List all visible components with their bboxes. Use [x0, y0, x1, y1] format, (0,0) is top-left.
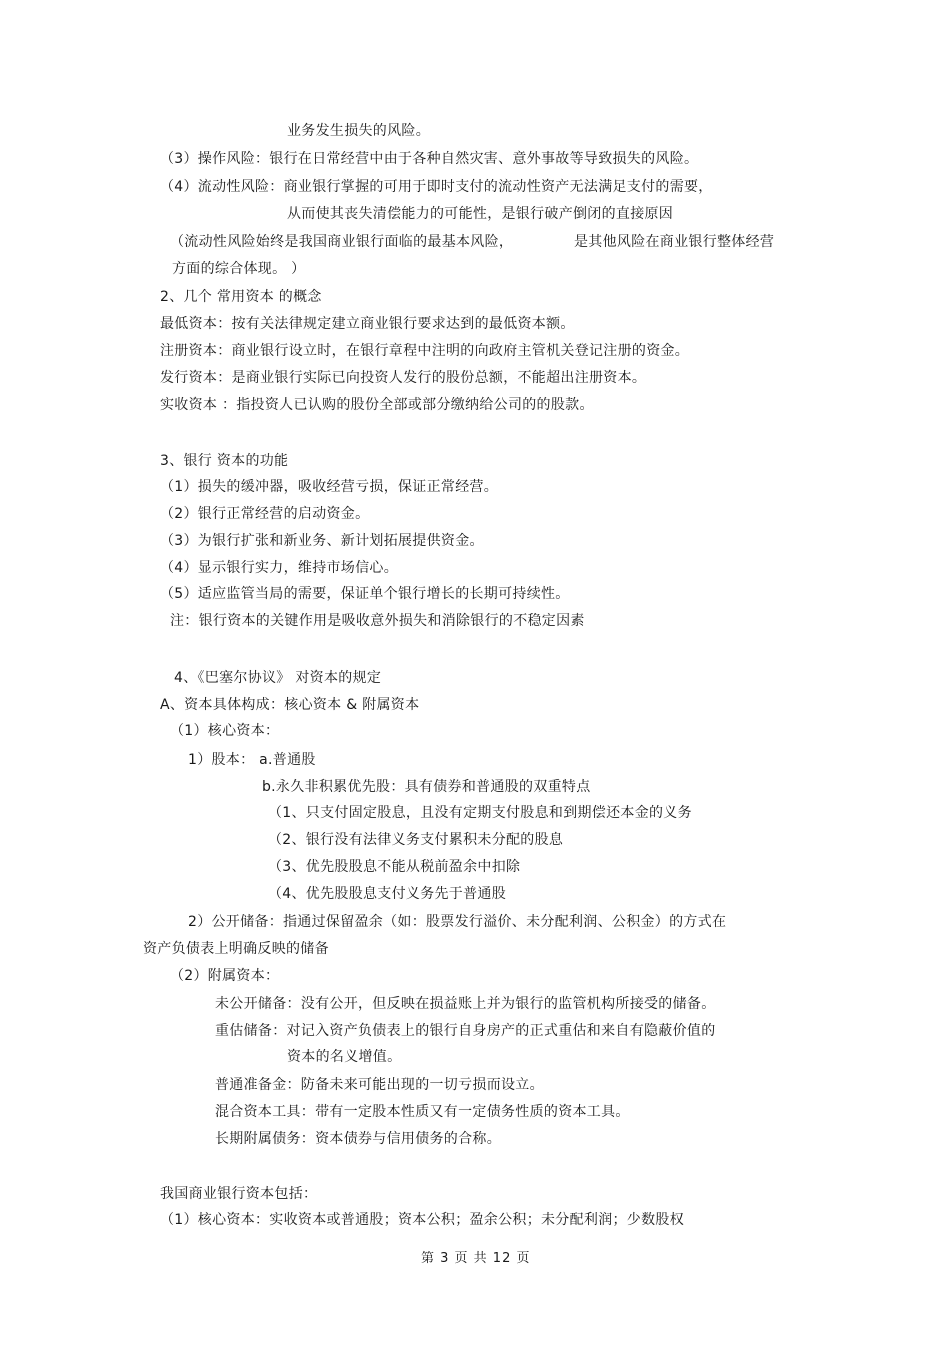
text-line: （3）操作风险：银行在日常经营中由于各种自然灾害、意外事故等导致损失的风险。 — [160, 151, 699, 167]
page-footer: 第 3 页 共 12 页 — [421, 1251, 531, 1266]
text-line: （1）损失的缓冲器，吸收经营亏损，保证正常经营。 — [160, 479, 499, 495]
text-line: 注册资本：商业银行设立时，在银行章程中注明的向政府主管机关登记注册的资金。 — [160, 343, 690, 359]
text-line: （4）流动性风险：商业银行掌握的可用于即时支付的流动性资产无法满足支付的需要， — [160, 179, 713, 195]
text-line: A、资本具体构成：核心资本 & 附属资本 — [160, 697, 420, 713]
text-line: 业务发生损失的风险。 — [287, 123, 430, 139]
text-line: （2、银行没有法律义务支付累积未分配的股息 — [268, 832, 564, 848]
text-line: 方面的综合体现。 ） — [172, 261, 306, 277]
text-line: 重估储备：对记入资产负债表上的银行自身房产的正式重估和来自有隐蔽价值的 — [215, 1023, 716, 1039]
text-line: 是其他风险在商业银行整体经营 — [574, 234, 775, 250]
section-heading: 3、银行 资本的功能 — [160, 453, 289, 469]
text-line: 普通准备金：防备未来可能出现的一切亏损而设立。 — [215, 1077, 544, 1093]
text-line: 注：银行资本的关键作用是吸收意外损失和消除银行的不稳定因素 — [170, 613, 585, 629]
text-line: （3）为银行扩张和新业务、新计划拓展提供资金。 — [160, 533, 484, 549]
text-line: （4、优先股股息支付义务先于普通股 — [268, 886, 507, 902]
text-line: 实收资本 ：指投资人已认购的股份全部或部分缴纳给公司的的股款。 — [160, 397, 594, 413]
text-line: 我国商业银行资本包括： — [160, 1186, 318, 1202]
text-line: 发行资本：是商业银行实际已向投资人发行的股份总额，不能超出注册资本。 — [160, 370, 647, 386]
text-line: 从而使其丧失清偿能力的可能性，是银行破产倒闭的直接原因 — [287, 206, 674, 222]
text-line: 最低资本：按有关法律规定建立商业银行要求达到的最低资本额。 — [160, 316, 575, 332]
text-line: 长期附属债务：资本债券与信用债务的合称。 — [215, 1131, 501, 1147]
text-line: 混合资本工具：带有一定股本性质又有一定债务性质的资本工具。 — [215, 1104, 630, 1120]
text-line: 1）股本： a.普通股 — [188, 752, 316, 768]
text-line: （1）核心资本： — [170, 723, 280, 739]
text-line: （2）银行正常经营的启动资金。 — [160, 506, 370, 522]
text-line: （2）附属资本： — [170, 968, 280, 984]
text-line: 未公开储备：没有公开，但反映在损益账上并为银行的监管机构所接受的储备。 — [215, 996, 716, 1012]
text-line: （4）显示银行实力，维持市场信心。 — [160, 560, 399, 576]
section-heading: 4、《巴塞尔协议》 对资本的规定 — [174, 670, 382, 686]
text-line: （1）核心资本：实收资本或普通股；资本公积；盈余公积；未分配利润；少数股权 — [160, 1212, 685, 1228]
text-line: （1、只支付固定股息，且没有定期支付股息和到期偿还本金的义务 — [268, 805, 692, 821]
text-line: 资本的名义增值。 — [287, 1049, 402, 1065]
text-line: 2）公开储备：指通过保留盈余（如：股票发行溢价、未分配利润、公积金）的方式在 — [188, 914, 727, 930]
text-line: 资产负债表上明确反映的储备 — [143, 941, 329, 957]
text-line: （3、优先股股息不能从税前盈余中扣除 — [268, 859, 521, 875]
text-line: （流动性风险始终是我国商业银行面临的最基本风险， — [170, 234, 514, 250]
text-line: （5）适应监管当局的需要，保证单个银行增长的长期可持续性。 — [160, 586, 570, 602]
section-heading: 2、几个 常用资本 的概念 — [160, 289, 322, 305]
text-line: b.永久非积累优先股：具有债券和普通股的双重特点 — [262, 779, 591, 795]
